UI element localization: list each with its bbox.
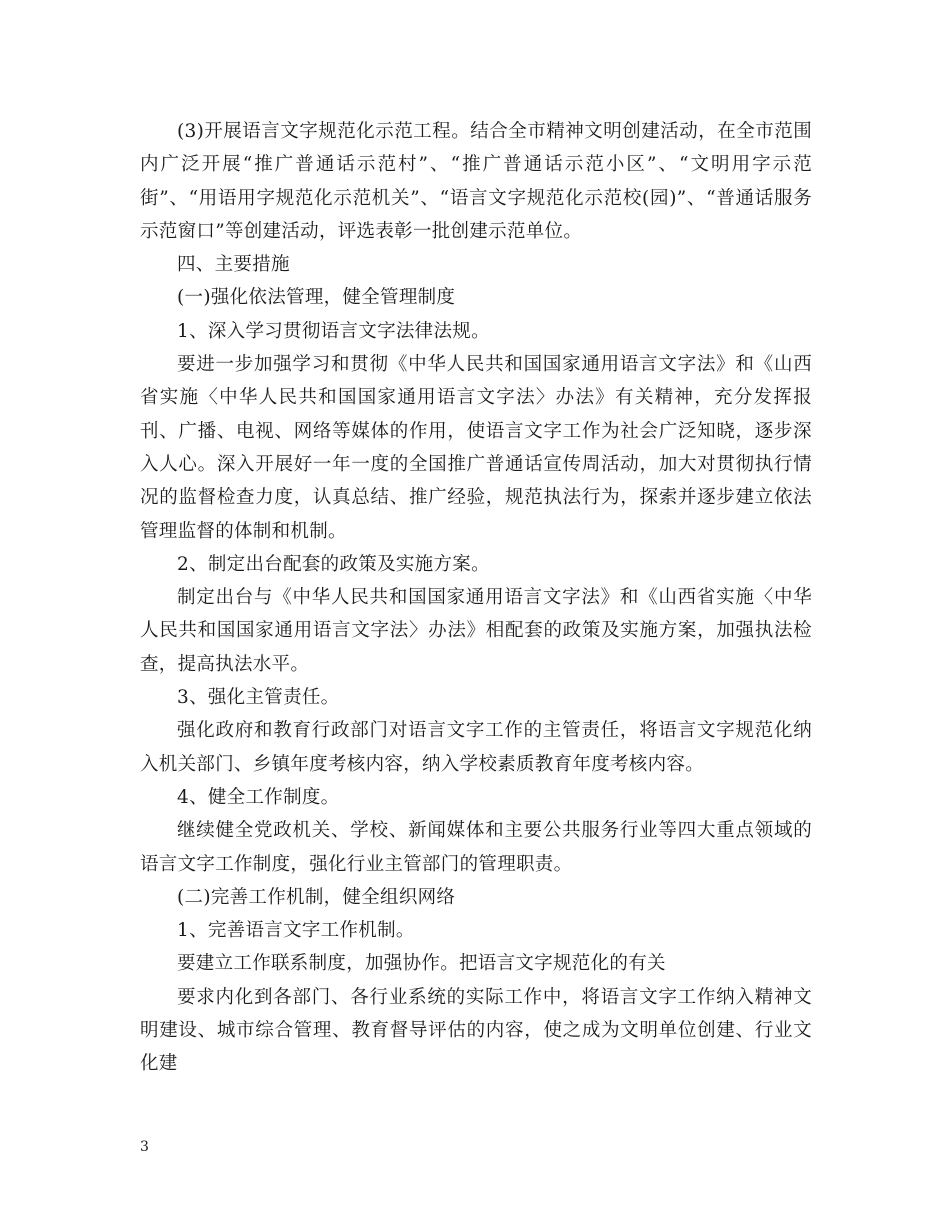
item-heading-policies: 2、制定出台配套的政策及实施方案。 <box>177 553 490 575</box>
paragraph-work-system: 继续健全党政机关、学校、新闻媒体和主要公共服务行业等四大重点领域的语言文字工作制度，强化行业主管部门的管理职责。 <box>140 820 812 875</box>
paragraph-study-laws: 要进一步加强学习和贯彻《中华人民共和国国家通用语言文字法》和《山西省实施〈中华人民共和国国家通用语言文字法〉办法》有关精神，充分发挥报刊、广播、电视、网络等媒体的作用，使语言文字工作为社会广泛知晓，逐步深入人心。深入开展好一年一度的全国推广普通话宣传周活动，加大对贯彻执行情况的监督检查力度，认真总结、推广经验，规范执法行为，探索并逐步建立依法管理监督的体制和机制。 <box>140 354 812 542</box>
section-heading-main-measures: 四、主要措施 <box>177 254 290 276</box>
paragraph-policies: 制定出台与《中华人民共和国国家通用语言文字法》和《山西省实施〈中华人民共和国国家通用语言文字法〉办法》相配套的政策及实施方案，加强执法检查，提高执法水平。 <box>140 587 812 675</box>
subsection-heading-legal-management: (一)强化依法管理，健全管理制度 <box>177 287 456 309</box>
paragraph-demonstration-project: (3)开展语言文字规范化示范工程。结合全市精神文明创建活动，在全市范围内广泛开展“推广普通话示范村”、“推广普通话示范小区”、“文明用字示范街”、“用语用字规范化示范机关”、“语言文字规范化示范校(园)”、“普通话服务示范窗口”等创建活动，评选表彰一批创建示范单位。 <box>140 121 812 242</box>
paragraph-integration: 要求内化到各部门、各行业系统的实际工作中，将语言文字工作纳入精神文明建设、城市综合管理、教育督导评估的内容，使之成为文明单位创建、行业文化建 <box>140 986 812 1075</box>
item-heading-work-system: 4、健全工作制度。 <box>177 786 340 808</box>
item-heading-responsibility: 3、强化主管责任。 <box>177 687 340 709</box>
item-heading-mechanism: 1、完善语言文字工作机制。 <box>177 920 415 942</box>
item-heading-study-laws: 1、深入学习贯彻语言文字法律法规。 <box>177 320 490 342</box>
document-body <box>140 115 812 1081</box>
paragraph-liaison: 要建立工作联系制度，加强协作。把语言文字规范化的有关 <box>177 953 666 975</box>
paragraph-responsibility: 强化政府和教育行政部门对语言文字工作的主管责任，将语言文字规范化纳入机关部门、乡镇年度考核内容，纳入学校素质教育年度考核内容。 <box>140 720 812 775</box>
page-number: 3 <box>140 1139 149 1155</box>
subsection-heading-work-mechanism: (二)完善工作机制，健全组织网络 <box>177 886 456 908</box>
